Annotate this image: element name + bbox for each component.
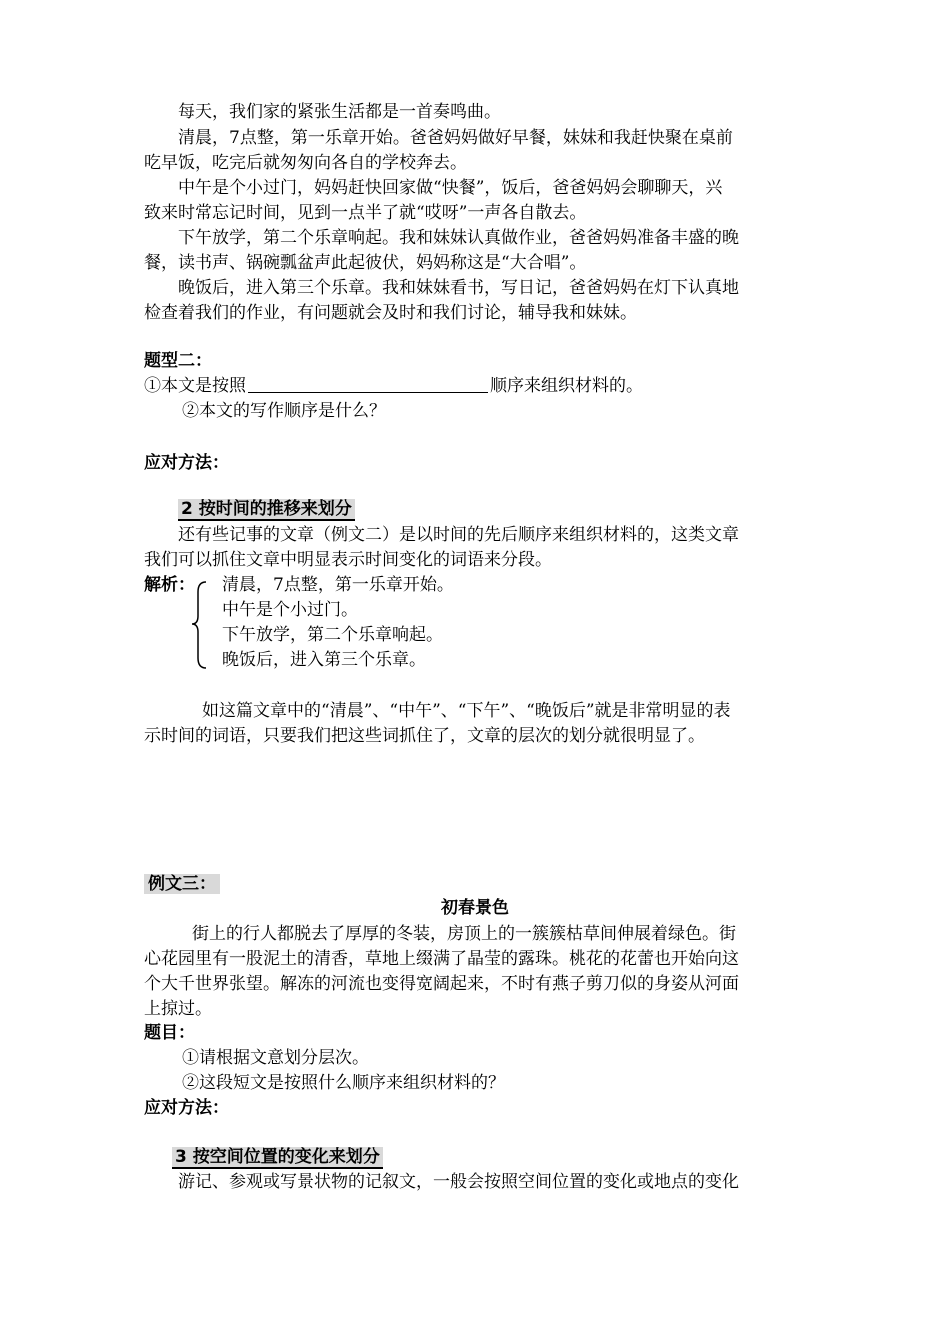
paragraph-line: 每天，我们家的紧张生活都是一首奏鸣曲。	[178, 102, 501, 122]
paragraph-line: 致来时常忘记时间，见到一点半了就“哎呀”一声各自散去。	[144, 203, 587, 223]
paragraph-line: 如这篇文章中的“清晨”、“中午”、“下午”、“晚饭后”就是非常明显的表	[202, 701, 731, 721]
question-type-label: 题型二：	[144, 351, 212, 371]
method-label: 应对方法：	[144, 453, 229, 473]
analysis-item: 清晨，7点整，第一乐章开始。	[222, 575, 454, 595]
question-1-suffix: 顺序来组织材料的。	[490, 376, 643, 396]
analysis-item: 晚饭后，进入第三个乐章。	[222, 650, 426, 670]
paragraph-line: 还有些记事的文章（例文二）是以时间的先后顺序来组织材料的，这类文章	[178, 525, 739, 545]
paragraph-line: 街上的行人都脱去了厚厚的冬装，房顶上的一簇簇枯草间伸展着绿色。街	[192, 924, 736, 944]
question-item: ②这段短文是按照什么顺序来组织材料的？	[182, 1073, 505, 1093]
section-heading	[178, 497, 355, 521]
question-item: ①请根据文意划分层次。	[182, 1048, 369, 1068]
section-heading-text: 3 按空间位置的变化来划分	[172, 1147, 383, 1169]
example-label	[144, 872, 220, 896]
paragraph-line: 示时间的词语，只要我们把这些词抓住了，文章的层次的划分就很明显了。	[144, 726, 705, 746]
paragraph-line: 上掠过。	[144, 999, 212, 1019]
analysis-item: 下午放学，第二个乐章响起。	[222, 625, 443, 645]
question-1-prefix: ①本文是按照	[144, 376, 246, 396]
questions-label: 题目：	[144, 1023, 195, 1043]
question-2: ②本文的写作顺序是什么？	[182, 401, 386, 421]
paragraph-line: 个大千世界张望。解冻的河流也变得宽阔起来，不时有燕子剪刀似的身姿从河面	[144, 974, 739, 994]
brace-icon	[190, 578, 212, 670]
paragraph-line: 中午是个小过门，妈妈赶快回家做“快餐”，饭后，爸爸妈妈会聊聊天，兴	[178, 178, 723, 198]
method-label: 应对方法：	[144, 1098, 229, 1118]
section-heading	[172, 1145, 383, 1169]
analysis-label: 解析：	[144, 575, 195, 595]
paragraph-line: 清晨，7点整，第一乐章开始。爸爸妈妈做好早餐，妹妹和我赶快聚在桌前	[178, 128, 733, 148]
paragraph-line: 检查着我们的作业，有问题就会及时和我们讨论，辅导我和妹妹。	[144, 303, 637, 323]
example-title: 初春景色	[441, 898, 509, 918]
example-label-text: 例文三：	[144, 874, 220, 894]
paragraph-line: 心花园里有一股泥土的清香，草地上缀满了晶莹的露珠。桃花的花蕾也开始向这	[144, 949, 739, 969]
answer-blank	[248, 376, 488, 393]
paragraph-line: 下午放学，第二个乐章响起。我和妹妹认真做作业，爸爸妈妈准备丰盛的晚	[178, 228, 739, 248]
question-1	[144, 374, 643, 398]
paragraph-line: 游记、参观或写景状物的记叙文，一般会按照空间位置的变化或地点的变化	[178, 1172, 739, 1192]
analysis-item: 中午是个小过门。	[222, 600, 358, 620]
paragraph-line: 吃早饭，吃完后就匆匆向各自的学校奔去。	[144, 153, 467, 173]
paragraph-line: 餐，读书声、锅碗瓢盆声此起彼伏，妈妈称这是“大合唱”。	[144, 253, 587, 273]
section-heading-text: 2 按时间的推移来划分	[178, 499, 355, 521]
paragraph-line: 我们可以抓住文章中明显表示时间变化的词语来分段。	[144, 550, 552, 570]
paragraph-line: 晚饭后，进入第三个乐章。我和妹妹看书，写日记，爸爸妈妈在灯下认真地	[178, 278, 739, 298]
